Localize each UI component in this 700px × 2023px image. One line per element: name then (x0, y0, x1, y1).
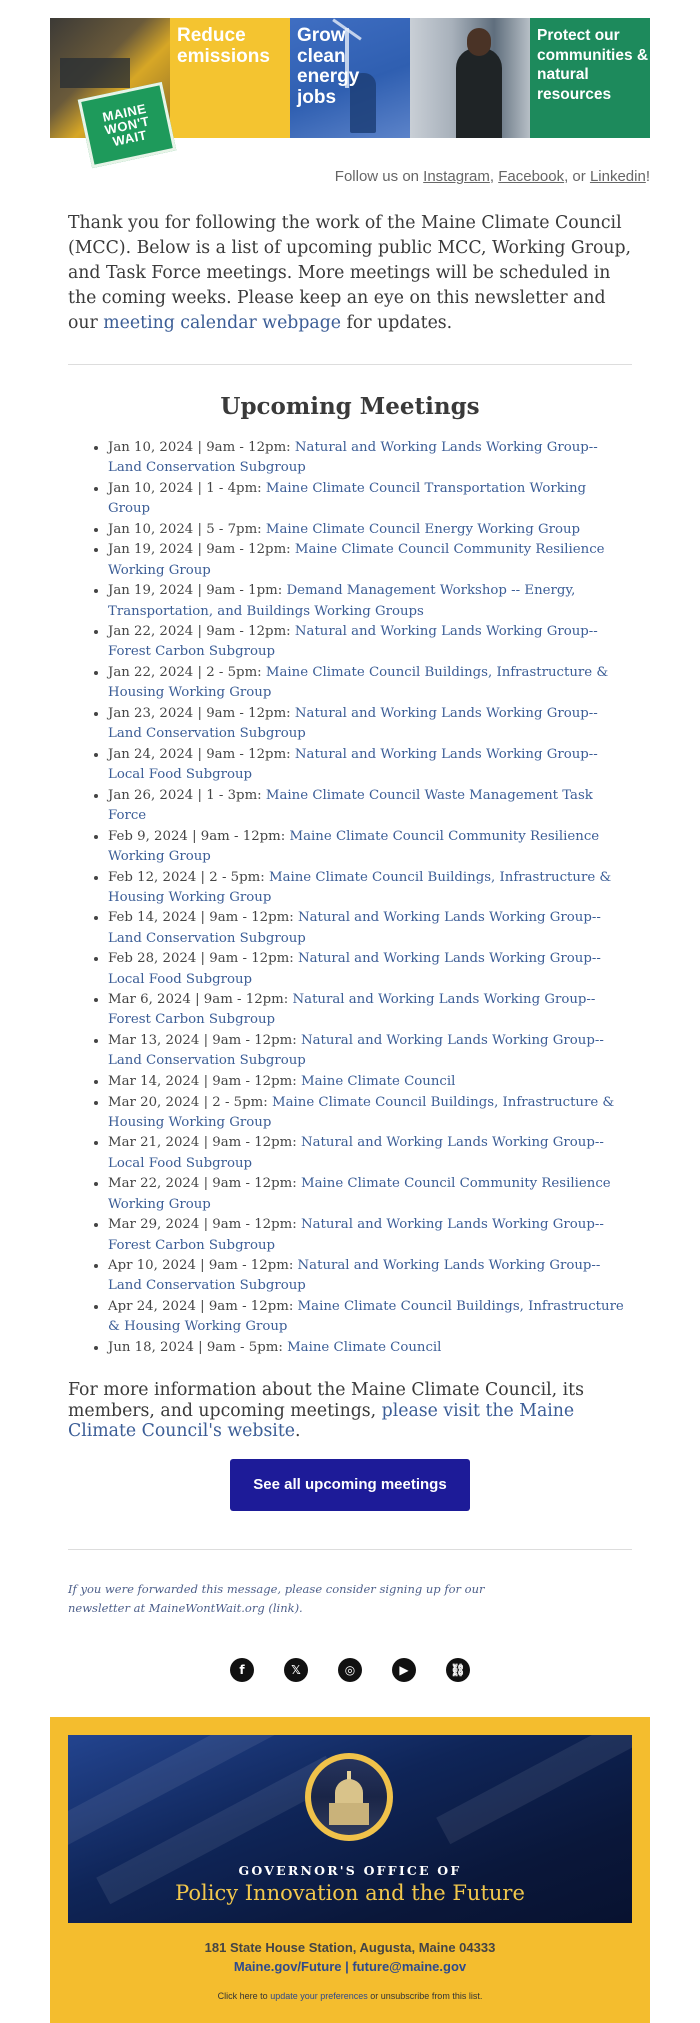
meeting-link[interactable]: Maine Climate Council (287, 1339, 442, 1355)
office-label: GOVERNOR'S OFFICE OF (238, 1862, 462, 1878)
divider (68, 364, 632, 365)
meeting-link[interactable]: Natural and Working Lands Working Group-- Local Food Subgroup (108, 1135, 604, 1171)
banner-person-photo (410, 18, 530, 138)
meeting-link[interactable]: Demand Management Workshop -- Energy, Transportation, and Buildings Working Groups (108, 583, 576, 619)
meeting-link[interactable]: Maine Climate Council Buildings, Infrastructure & Housing Working Group (108, 1299, 624, 1335)
meeting-date: Feb 9, 2024 | 9am - 12pm: (108, 828, 290, 844)
follow-sep1: , (489, 168, 499, 185)
more-info-paragraph (68, 1380, 632, 1442)
meeting-date: Jan 10, 2024 | 1 - 4pm: (108, 480, 266, 496)
meeting-date: Jan 22, 2024 | 2 - 5pm: (108, 665, 266, 681)
facebook-link[interactable]: Facebook (498, 168, 565, 185)
unsub-prefix: Click here to (217, 1990, 271, 2001)
meeting-link[interactable]: Natural and Working Lands Working Group-- Land Conservation Subgroup (108, 1258, 601, 1294)
meeting-calendar-link[interactable]: meeting calendar webpage (103, 313, 342, 333)
footer (50, 1717, 650, 2023)
follow-sep2: , or (564, 168, 590, 185)
meeting-link[interactable]: Maine Climate Council Buildings, Infrastructure & Housing Working Group (108, 665, 609, 701)
upcoming-meetings-heading: Upcoming Meetings (220, 393, 480, 420)
follow-prefix: Follow us on (334, 168, 424, 185)
meeting-date: Apr 10, 2024 | 9am - 12pm: (108, 1258, 298, 1274)
divider-2 (68, 1549, 632, 1550)
light-ray (436, 1735, 632, 1844)
meeting-date: Apr 24, 2024 | 9am - 12pm: (108, 1299, 298, 1314)
meeting-link[interactable]: Maine Climate Council Buildings, Infrastructure & Housing Working Group (108, 869, 612, 905)
meeting-date: Jan 19, 2024 | 9am - 12pm: (108, 542, 295, 558)
meeting-date: Jan 10, 2024 | 9am - 12pm: (108, 440, 295, 455)
meeting-link[interactable]: Maine Climate Council Community Resilience Working Group (108, 1176, 611, 1212)
meeting-link[interactable]: Maine Climate Council Waste Management Task Force (108, 787, 593, 824)
meeting-date: Feb 12, 2024 | 2 - 5pm: (108, 869, 269, 885)
meeting-item (108, 1338, 632, 1358)
meeting-item (108, 1031, 632, 1072)
person-head (467, 28, 491, 56)
social-icons-row (50, 1658, 650, 1682)
meeting-item (108, 540, 632, 581)
meeting-item (108, 827, 632, 868)
meeting-item (108, 1174, 632, 1215)
see-all-meetings-button[interactable]: See all upcoming meetings (230, 1459, 470, 1511)
meeting-item (108, 868, 632, 909)
x-twitter-icon[interactable]: 𝕏 (284, 1658, 308, 1682)
unsubscribe-line (50, 1991, 650, 2001)
meeting-item (108, 581, 632, 622)
banner-panel-emissions (170, 18, 290, 138)
unsub-suffix: or unsubscribe from this list. (367, 1990, 483, 2001)
meeting-link[interactable]: Maine Climate Council Community Resilience Working Group (108, 542, 605, 578)
meeting-date: Mar 6, 2024 | 9am - 12pm: (108, 992, 293, 1008)
meeting-date: Jan 23, 2024 | 9am - 12pm: (108, 705, 295, 721)
meeting-date: Jan 10, 2024 | 5 - 7pm: (108, 521, 266, 537)
meeting-date: Mar 22, 2024 | 9am - 12pm: (108, 1176, 301, 1192)
meeting-link[interactable]: Maine Climate Council Energy Working Group (265, 521, 581, 537)
meeting-item (108, 520, 632, 540)
meeting-date: Jun 18, 2024 | 9am - 5pm: (108, 1339, 288, 1355)
meeting-date: Jan 24, 2024 | 9am - 12pm: (108, 746, 295, 762)
meeting-link[interactable]: Natural and Working Lands Working Group-- Forest Carbon Subgroup (108, 992, 596, 1028)
meetings-list (68, 438, 632, 1358)
follow-suffix: ! (645, 168, 650, 185)
maine-wont-wait-logo: MAINE WON'T WAIT (78, 82, 177, 168)
meeting-item (108, 704, 632, 745)
meeting-date: Jan 26, 2024 | 1 - 3pm: (108, 787, 266, 803)
meeting-item (108, 479, 632, 520)
meeting-date: Feb 28, 2024 | 9am - 12pm: (108, 951, 298, 967)
forwarded-note: If you were forwarded this message, please consider signing up for our newsletter at MaineWontWait.org (link). (68, 1581, 485, 1615)
meeting-link[interactable]: Maine Climate Council (300, 1073, 456, 1089)
meeting-item (108, 949, 632, 990)
mcc-website-link[interactable]: please visit the Maine Climate Council's website (68, 1400, 575, 1442)
meeting-date: Mar 13, 2024 | 9am - 12pm: (108, 1033, 301, 1049)
state-house-seal (305, 1753, 393, 1841)
meeting-date: Mar 20, 2024 | 2 - 5pm: (108, 1094, 272, 1110)
follow-us-line (50, 168, 650, 185)
footer-web-email[interactable]: Maine.gov/Future | future@maine.gov (233, 1958, 467, 1974)
meeting-link[interactable]: Natural and Working Lands Working Group-- Land Conservation Subgroup (108, 705, 598, 742)
meeting-date: Mar 21, 2024 | 9am - 12pm: (108, 1135, 301, 1151)
meeting-item (108, 786, 632, 827)
intro-text: Thank you for following the work of the Maine Climate Council (MCC). Below is a list of upcoming public MCC, Working Group, and Task Force meetings. More meetings will be scheduled in the coming weeks. Please keep an eye on this newsletter and our (68, 213, 632, 333)
meeting-item (108, 1072, 632, 1092)
meeting-item (108, 1297, 632, 1338)
meeting-item (108, 1215, 632, 1256)
meeting-date: Jan 22, 2024 | 9am - 12pm: (108, 624, 295, 640)
linkedin-link[interactable]: Linkedin (589, 168, 646, 185)
meeting-date: Mar 14, 2024 | 9am - 12pm: (108, 1073, 301, 1089)
instagram-icon[interactable]: ◎ (338, 1658, 362, 1682)
meeting-link[interactable]: Maine Climate Council Community Resilience Working Group (108, 828, 600, 864)
more-info-text: For more information about the Maine Climate Council, its members, and upcoming meetings, (68, 1380, 584, 1421)
intro-paragraph (68, 211, 632, 336)
gopif-banner (68, 1735, 632, 1923)
meeting-item (108, 1093, 632, 1134)
meeting-link[interactable]: Natural and Working Lands Working Group-- Local Food Subgroup (108, 951, 601, 987)
meeting-date: Feb 14, 2024 | 9am - 12pm: (108, 910, 298, 926)
meeting-link[interactable]: Maine Climate Council Transportation Working Group (108, 480, 587, 517)
meeting-date: Mar 29, 2024 | 9am - 12pm: (108, 1217, 301, 1233)
link-icon[interactable]: ⛓ (446, 1658, 470, 1682)
meeting-item (108, 1256, 632, 1297)
meeting-date: Jan 19, 2024 | 9am - 1pm: (108, 583, 287, 599)
person-body (456, 48, 502, 138)
meeting-link[interactable]: Natural and Working Lands Working Group-- Land Conservation Subgroup (108, 1033, 604, 1069)
banner-communities-text: Protect our communities & natural resources (537, 27, 649, 104)
footer-address: 181 State House Station, Augusta, Maine 04333 (204, 1939, 496, 1955)
seal-inner (311, 1759, 387, 1835)
office-name: Policy Innovation and the Future (175, 1880, 525, 1905)
update-preferences-link[interactable]: update your preferences (270, 1990, 368, 2001)
banner-jobs-text: Grow clean energy jobs (297, 25, 360, 108)
instagram-link[interactable]: Instagram (423, 168, 490, 185)
meeting-link[interactable]: Natural and Working Lands Working Group-- Forest Carbon Subgroup (108, 624, 598, 660)
meeting-link[interactable]: Natural and Working Lands Working Group-- Land Conservation Subgroup (108, 440, 598, 476)
banner-panel-jobs (290, 18, 410, 138)
banner-emissions-text: Reduce emissions (177, 25, 270, 67)
header-banner (50, 18, 650, 149)
meeting-link[interactable]: Natural and Working Lands Working Group-- Forest Carbon Subgroup (108, 1217, 604, 1253)
meeting-item (108, 438, 632, 479)
bus-window (60, 58, 130, 88)
meeting-item (108, 908, 632, 949)
meeting-link[interactable]: Natural and Working Lands Working Group-- Land Conservation Subgroup (108, 910, 601, 946)
banner-panel-communities (530, 18, 650, 138)
meeting-item (108, 663, 632, 704)
meeting-item (108, 990, 632, 1031)
capitol-base (329, 1803, 369, 1825)
intro-text-end: for updates. (341, 313, 453, 333)
meeting-item (108, 622, 632, 663)
meeting-link[interactable]: Natural and Working Lands Working Group-- Local Food Subgroup (108, 746, 598, 783)
meeting-item (108, 745, 632, 786)
meeting-item (108, 1133, 632, 1174)
meeting-link[interactable]: Maine Climate Council Buildings, Infrastructure & Housing Working Group (108, 1094, 615, 1130)
facebook-icon[interactable]: f (230, 1658, 254, 1682)
youtube-icon[interactable]: ▶ (392, 1658, 416, 1682)
more-info-end: . (295, 1421, 301, 1442)
capitol-dome-icon (335, 1779, 363, 1805)
